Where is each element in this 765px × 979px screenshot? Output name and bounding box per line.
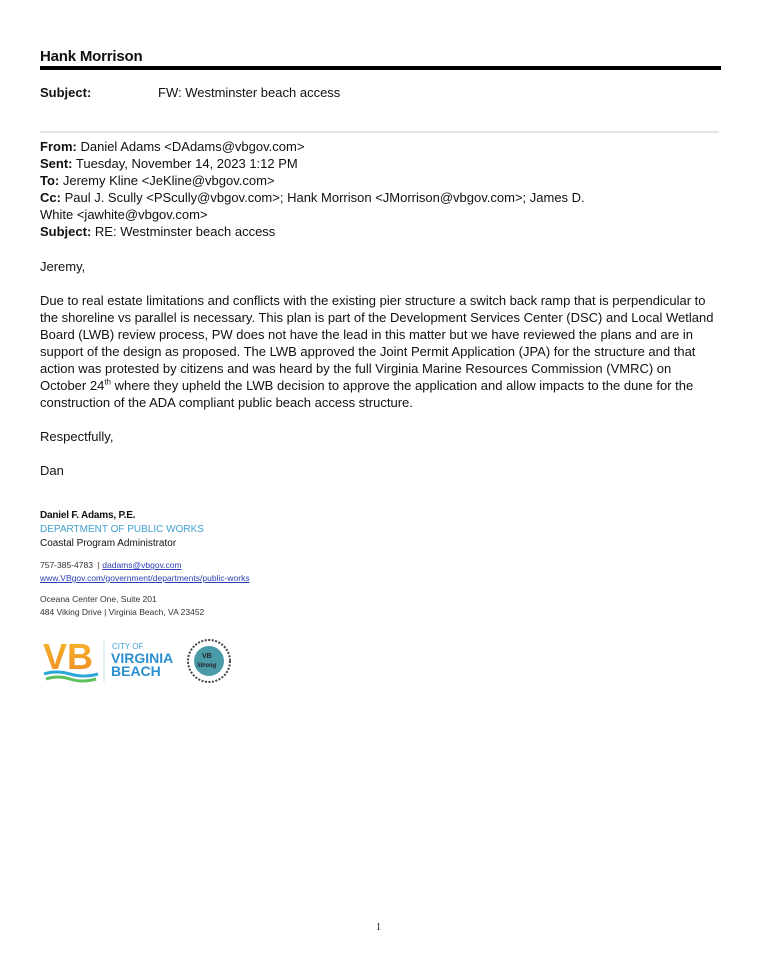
signature-email-link[interactable]: dadams@vbgov.com xyxy=(102,560,182,570)
mailbox-owner-name: Hank Morrison xyxy=(40,48,143,65)
logo-virginia: VIRGINIA xyxy=(111,650,174,666)
wave-icon-green xyxy=(46,677,96,681)
sign-off: Dan xyxy=(40,463,64,478)
separator: | xyxy=(97,560,100,570)
to-value: Jeremy Kline <JeKline@vbgov.com> xyxy=(62,173,275,188)
body-text-part2: where they upheld the LWB decision to approve the application and allow impacts to the dune for the construction of the ADA compliant public beach access structure. xyxy=(40,378,694,410)
separator-rule xyxy=(40,131,719,133)
badge-text-vb: VB xyxy=(202,653,212,660)
email-signature xyxy=(40,509,440,619)
email-header xyxy=(40,138,720,240)
ordinal-suffix: th xyxy=(104,377,111,387)
to-row xyxy=(40,172,720,189)
logo-city-of: CITY OF xyxy=(112,642,144,651)
closing: Respectfully, xyxy=(40,429,114,444)
sent-label: Sent: xyxy=(40,156,73,171)
vb-strong-badge-icon xyxy=(188,640,230,682)
signature-website-link[interactable]: www.VBgov.com/government/departments/public-works xyxy=(40,573,250,583)
cc-label: Cc: xyxy=(40,190,61,205)
to-label: To: xyxy=(40,173,60,188)
from-row xyxy=(40,138,720,155)
badge-text-strong: Strong xyxy=(197,661,217,669)
from-value: Daniel Adams <DAdams@vbgov.com> xyxy=(80,139,305,154)
city-of-virginia-beach-logo xyxy=(42,636,242,686)
print-subject-row xyxy=(40,85,340,100)
logo-beach: BEACH xyxy=(111,663,161,679)
signature-contact-row xyxy=(40,559,440,572)
signature-phone: 757-385-4783 xyxy=(40,560,93,570)
signature-title: Coastal Program Administrator xyxy=(40,538,177,549)
print-subject-label: Subject: xyxy=(40,85,92,100)
from-label: From: xyxy=(40,139,77,154)
signature-address-line2: 484 Viking Drive | Virginia Beach, VA 23452 xyxy=(40,607,205,617)
body-text-part1: Due to real estate limitations and conflicts with the existing pier structure a switch back ramp that is perpendicular to the shoreline vs parallel is necessary. This plan is part of the Development Services Center (DSC) and Local Wetland Board (LWB) review process, PW does not have the lead in this matter but we have reviewed the plans and are in support of the design as proposed. The LWB approved the Joint Permit Application (JPA) for the structure and that action was protested by citizens and was heard by the full Virginia Marine Resources Commission (VMRC) on October 24 xyxy=(40,293,714,393)
header-rule xyxy=(40,66,721,70)
sent-value: Tuesday, November 14, 2023 1:12 PM xyxy=(75,156,298,171)
subject-label: Subject: xyxy=(40,224,92,239)
page-number: 1 xyxy=(376,922,381,933)
vb-logo-mark: VB xyxy=(43,636,94,677)
signature-name: Daniel F. Adams, P.E. xyxy=(40,510,136,521)
email-body xyxy=(40,258,720,496)
print-subject-value: FW: Westminster beach access xyxy=(158,85,341,100)
subject-row xyxy=(40,223,720,240)
cc-row xyxy=(40,189,600,223)
body-paragraph xyxy=(40,292,720,411)
cc-value: Paul J. Scully <PScully@vbgov.com>; Hank Morrison <JMorrison@vbgov.com>; James D. White <jawhite@vbgov.com> xyxy=(40,190,585,222)
subject-value: RE: Westminster beach access xyxy=(94,224,276,239)
greeting: Jeremy, xyxy=(40,259,86,274)
sent-row xyxy=(40,155,720,172)
signature-department: DEPARTMENT OF PUBLIC WORKS xyxy=(40,524,204,535)
signature-address-line1: Oceana Center One, Suite 201 xyxy=(40,594,157,604)
